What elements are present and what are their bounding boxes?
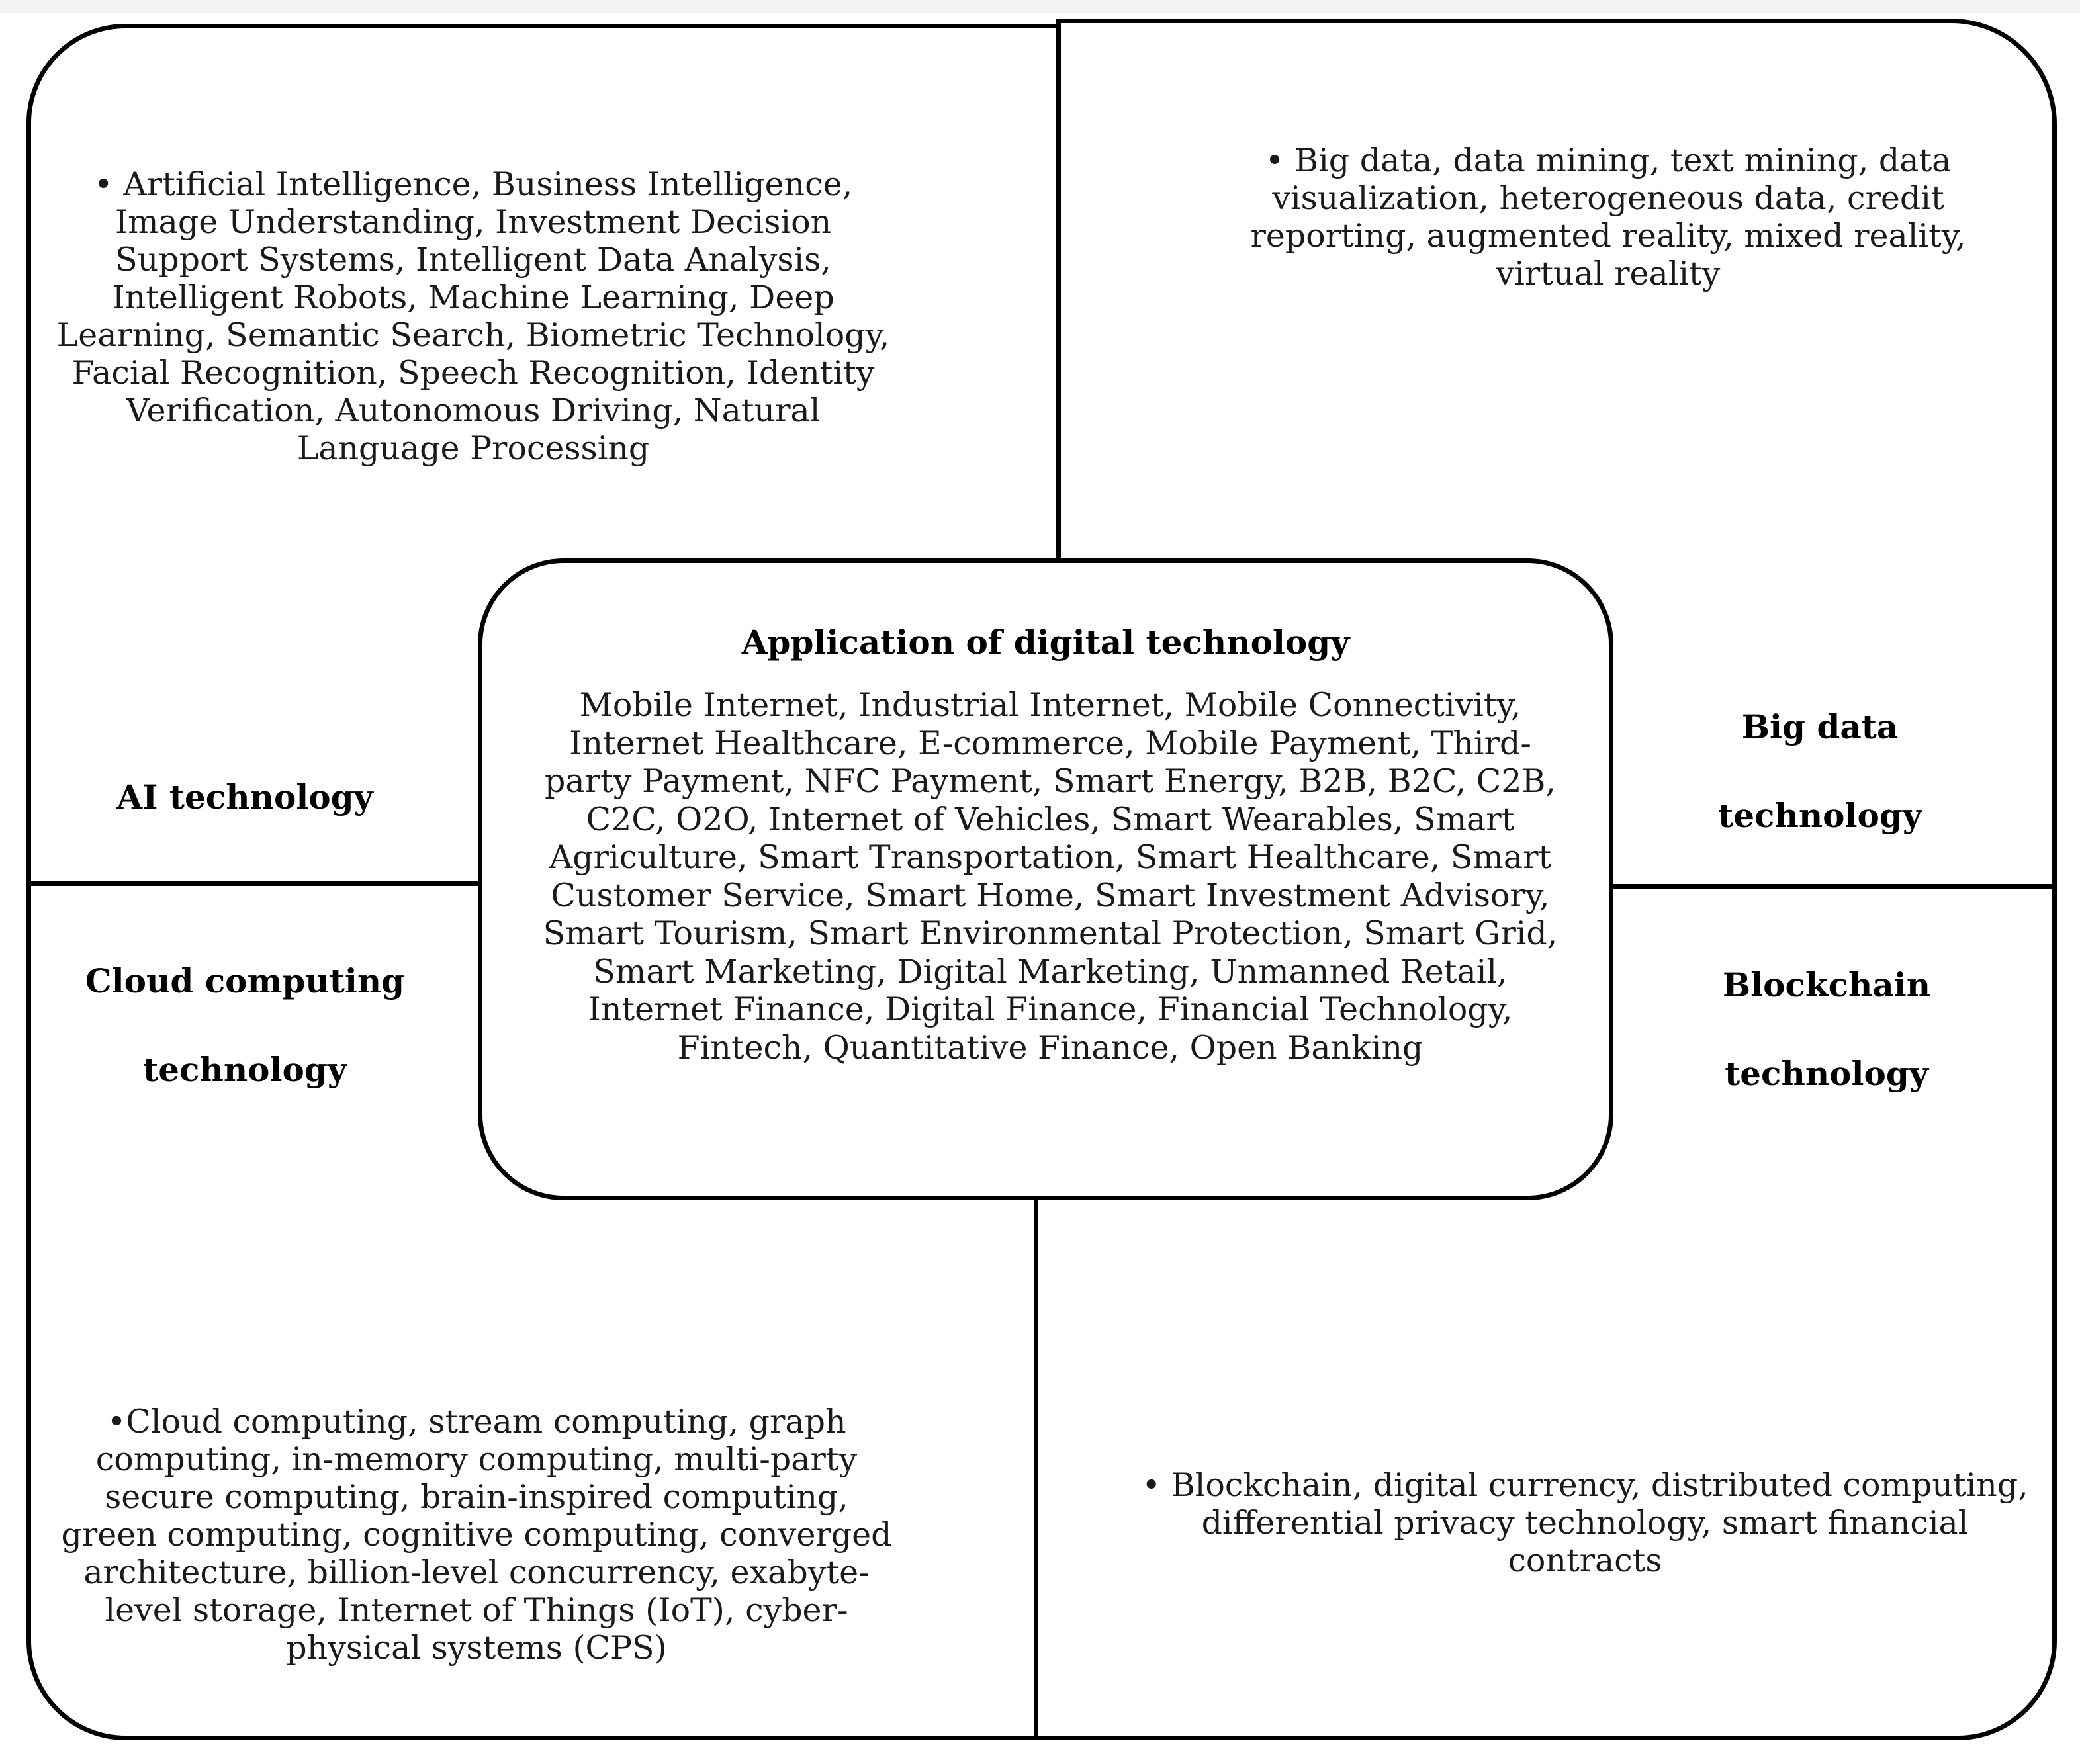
ai-technology-label-text: AI technology [116,777,373,816]
cloud-computing-description [60,1403,893,1667]
center-box-text: Mobile Internet, Industrial Internet, Mobile Connectivity, Internet Healthcare, E-commerce, Mobile Payment, Third-party Payment, NFC Payment, Smart Energy, B2B, B2C, C2B, C2C, O2O, Internet of Vehicles, Smart Wearables, Smart Agriculture, Smart Transportation, Smart Healthcare, Smart Customer Service, Smart Home, Smart Investment Advisory, Smart Tourism, Smart Environmental Protection, Smart Grid, Smart Marketing, Digital Marketing, Unmanned Retail, Internet Finance, Digital Finance, Financial Technology, Fintech, Quantitative Finance, Open Banking [543,686,1558,1067]
cloud-computing-label-line2: technology [143,1050,347,1089]
blockchain-text: Blockchain, digital currency, distributed computing, differential privacy technology, smart financial contracts [1171,1466,2028,1579]
bullet-icon: • [93,165,113,203]
center-box-title: Application of digital technology [741,623,1350,662]
top-hairline [0,0,2080,13]
bullet-icon: • [107,1403,126,1440]
blockchain-label-line2: technology [1725,1054,1928,1093]
bullet-icon: • [1142,1466,1161,1504]
big-data-text: Big data, data mining, text mining, data visualization, heterogeneous data, credit reporting, augmented reality, mixed reality, virtual reality [1250,142,1966,292]
cloud-computing-label-line1: Cloud computing [85,961,405,1000]
blockchain-description [1138,1466,2032,1579]
application-of-digital-technology-box [478,558,1613,1200]
ai-technology-label [86,753,404,842]
cloud-computing-text: Cloud computing, stream computing, graph computing, in-memory computing, multi-party secure computing, brain-inspired computing, green computing, cognitive computing, converged architecture, billion-level concurrency, exabyte-level storage, Internet of Things (IoT), cyber-physical systems (CPS) [61,1403,892,1667]
cloud-computing-technology-label [73,937,417,1114]
ai-technology-text: Artificial Intelligence, Business Intelligence, Image Understanding, Investment Decision Support Systems, Intelligent Data Analysis, Intelligent Robots, Machine Learning, Deep Learning, Semantic Search, Biometric Technology, Facial Recognition, Speech Recognition, Identity Verification, Autonomous Driving, Natural Language Processing [56,165,890,467]
blockchain-technology-label [1681,941,1972,1118]
big-data-label-line2: technology [1718,796,1922,835]
big-data-label-line1: Big data [1741,707,1899,746]
ai-technology-description [53,165,893,467]
blockchain-label-line1: Blockchain [1722,965,1931,1004]
big-data-technology-label [1674,683,1966,860]
bullet-icon: • [1265,142,1285,179]
big-data-description [1204,142,2012,292]
